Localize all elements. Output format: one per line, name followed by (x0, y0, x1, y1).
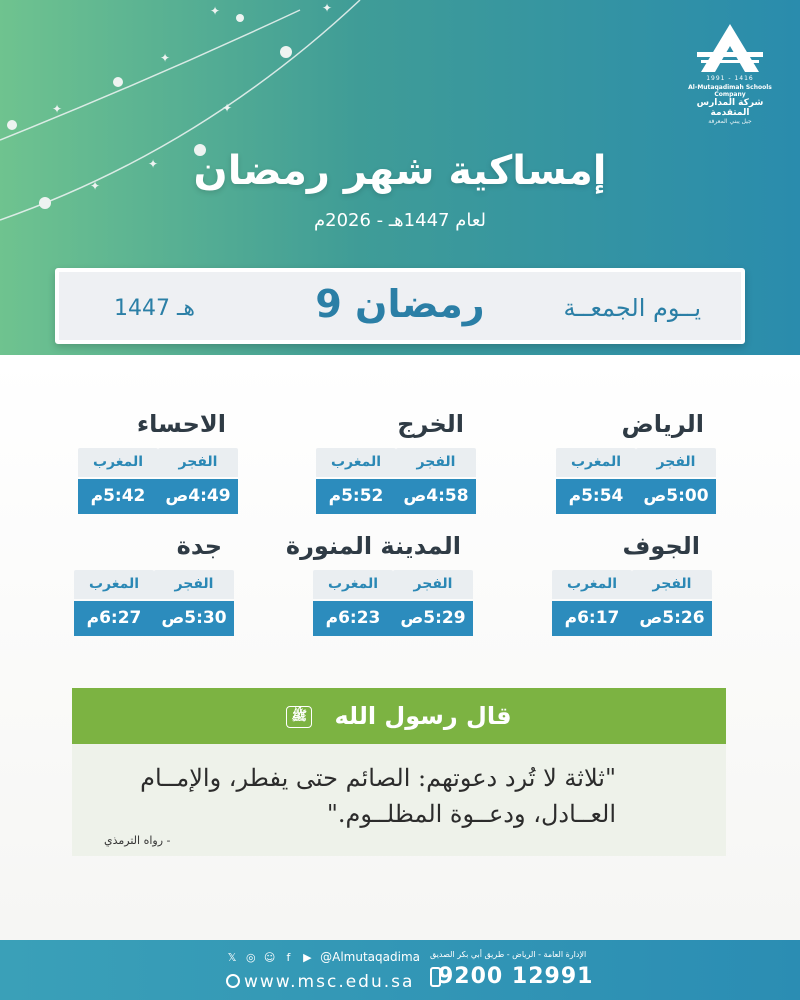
maghrib-time: 6:23م (313, 601, 393, 636)
social-handle[interactable]: @Almutaqadima (320, 950, 421, 964)
svg-text:✦: ✦ (90, 179, 101, 193)
hadith-text: "ثلاثة لا تُرد دعوتهم: الصائم حتى يفطر، والإمــام العــادل، ودعــوة المظلــوم." (140, 764, 616, 828)
city-name: الخرج (397, 410, 464, 438)
footer-address: الإدارة العامة - الرياض - طريق أبي بكر الصديق (430, 950, 587, 959)
maghrib-column (316, 448, 396, 514)
fajr-column (154, 570, 234, 636)
hadith-body (72, 744, 726, 856)
fajr-label: الفجر (158, 448, 238, 477)
maghrib-label: المغرب (316, 448, 396, 477)
footer-website[interactable] (226, 972, 414, 992)
fajr-label: الفجر (154, 570, 234, 599)
x-icon[interactable]: 𝕏 (227, 951, 237, 964)
youtube-icon[interactable]: ▶ (303, 951, 312, 964)
maghrib-column (78, 448, 158, 514)
maghrib-time: 5:42م (78, 479, 158, 514)
maghrib-time: 5:54م (556, 479, 636, 514)
svg-text:✦: ✦ (52, 102, 63, 116)
fajr-time: 4:49ص (158, 479, 238, 514)
instagram-icon[interactable]: ◎ (246, 951, 256, 964)
fajr-label: الفجر (396, 448, 476, 477)
hadith-heading (72, 688, 726, 744)
logo-name-en: Al-Mutaqadimah Schools Company (688, 84, 772, 98)
maghrib-column (313, 570, 393, 636)
maghrib-label: المغرب (74, 570, 154, 599)
logo-established: 1991 - 1416 (706, 75, 754, 82)
hijri-year: 1447 هـ (114, 296, 196, 321)
fajr-column (393, 570, 473, 636)
maghrib-column (552, 570, 632, 636)
logo-emblem-icon (695, 22, 765, 77)
maghrib-label: المغرب (552, 570, 632, 599)
fajr-column (158, 448, 238, 514)
hadith-source: - رواه الترمذي (104, 834, 171, 847)
pbuh-calligraphy-icon: ﷺ (286, 706, 312, 728)
maghrib-label: المغرب (78, 448, 158, 477)
page-subtitle: لعام 1447هـ - 2026م (313, 210, 487, 231)
snapchat-icon[interactable]: ☺ (263, 951, 276, 964)
svg-text:✦: ✦ (160, 51, 171, 65)
fajr-column (396, 448, 476, 514)
fajr-time: 5:00ص (636, 479, 716, 514)
date-band (55, 268, 745, 344)
maghrib-time: 5:52م (316, 479, 396, 514)
fajr-label: الفجر (636, 448, 716, 477)
fajr-time: 5:29ص (393, 601, 473, 636)
maghrib-label: المغرب (313, 570, 393, 599)
maghrib-time: 6:27م (74, 601, 154, 636)
fajr-label: الفجر (393, 570, 473, 599)
social-links (226, 950, 420, 964)
website-url[interactable]: www.msc.edu.sa (244, 972, 415, 992)
city-name: الجوف (622, 532, 700, 560)
fajr-time: 5:26ص (632, 601, 712, 636)
fajr-time: 5:30ص (154, 601, 234, 636)
logo-name-ar: شركة المدارس المتقدمة (696, 98, 764, 118)
fajr-label: الفجر (632, 570, 712, 599)
maghrib-column (74, 570, 154, 636)
company-logo (680, 22, 780, 125)
hijri-date: 9 رمضان (315, 282, 485, 326)
page-title: إمساكية شهر رمضان (193, 148, 607, 194)
logo-tagline: جيل يبني المعرفة (708, 118, 752, 125)
city-name: جدة (176, 532, 222, 560)
facebook-icon[interactable]: f (286, 951, 291, 964)
maghrib-column (556, 448, 636, 514)
city-name: الاحساء (136, 410, 226, 438)
hadith-heading-text: قال رسول الله (334, 702, 512, 730)
fajr-time: 4:58ص (396, 479, 476, 514)
svg-text:✦: ✦ (322, 1, 333, 15)
maghrib-time: 6:17م (552, 601, 632, 636)
globe-icon (226, 974, 240, 988)
footer (0, 940, 800, 1000)
fajr-column (632, 570, 712, 636)
svg-text:✦: ✦ (222, 101, 233, 115)
svg-text:✦: ✦ (148, 157, 159, 171)
city-name: الرياض (621, 410, 704, 438)
footer-phone[interactable]: 9200 12991 (438, 964, 594, 989)
maghrib-label: المغرب (556, 448, 636, 477)
svg-text:✦: ✦ (210, 4, 221, 18)
city-name: المدينة المنورة (285, 532, 461, 560)
fajr-column (636, 448, 716, 514)
weekday-label: يــوم الجمعــة (563, 294, 701, 322)
